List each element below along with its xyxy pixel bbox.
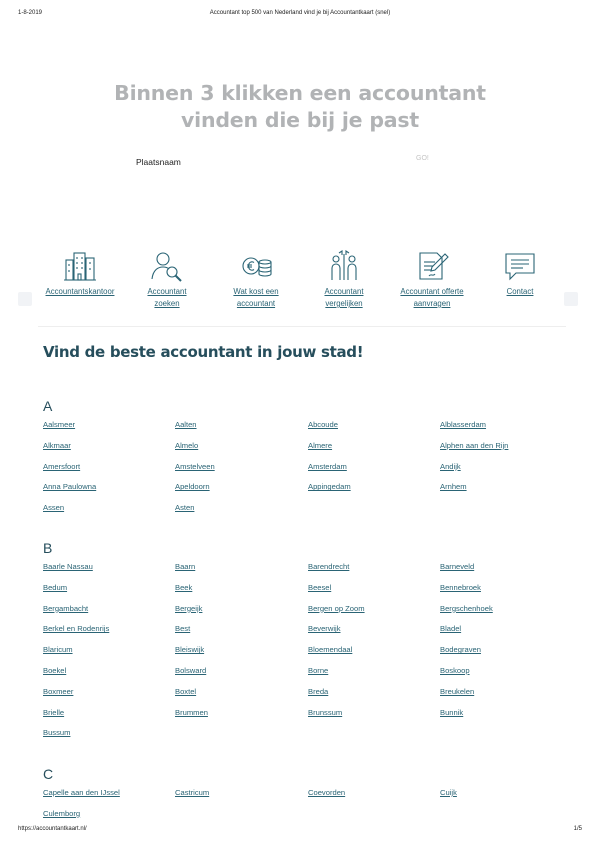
city-link[interactable]: Bleiswijk: [175, 645, 205, 655]
nav-label-line: vergelijken: [325, 299, 363, 308]
letter-heading: C: [43, 766, 54, 782]
city-link[interactable]: Bergambacht: [43, 603, 89, 613]
nav-label-accountant-zoeken: [125, 286, 209, 310]
city-link[interactable]: Bloemendaal: [308, 645, 353, 655]
city-link[interactable]: Bolsward: [175, 666, 207, 675]
hero-title-line-2: vinden die bij je past: [180, 108, 420, 132]
city-link[interactable]: Alblasserdam: [440, 420, 487, 429]
nav-label-wat-kost-een-accountant: [214, 286, 298, 310]
chat-bubble-icon: [503, 250, 537, 282]
city-link[interactable]: Baarn: [175, 562, 196, 571]
city-link[interactable]: Beek: [175, 582, 193, 592]
nav-label-line: Contact: [506, 287, 534, 296]
print-url: https://accountantkaart.nl/: [18, 826, 87, 832]
city-link[interactable]: Almere: [308, 440, 333, 450]
city-link[interactable]: Aalten: [175, 420, 197, 429]
nav-label-accountant-offerte-aanvragen: [390, 286, 474, 310]
city-link[interactable]: Boskoop: [440, 666, 470, 675]
nav-item-wat-kost-een-accountant[interactable]: [214, 250, 298, 310]
city-link[interactable]: Alkmaar: [43, 440, 71, 450]
print-page-number: 1/5: [573, 826, 582, 832]
city-link[interactable]: Castricum: [175, 788, 210, 797]
hero-title: [0, 80, 600, 134]
city-link[interactable]: Borne: [308, 666, 329, 675]
city-link[interactable]: Boekel: [43, 666, 67, 675]
city-link[interactable]: Bergschenhoek: [440, 603, 493, 613]
city-link[interactable]: Boxmeer: [43, 686, 74, 696]
city-link[interactable]: Breukelen: [440, 686, 475, 696]
city-link[interactable]: Beesel: [308, 582, 332, 592]
nav-label-line: Accountant: [147, 287, 187, 296]
city-link[interactable]: Berkel en Rodenrijs: [43, 624, 110, 634]
city-link[interactable]: Baarle Nassau: [43, 562, 93, 571]
service-navigation: [38, 250, 568, 320]
print-date: 1-8-2019: [18, 10, 43, 16]
city-link[interactable]: Capelle aan den IJssel: [43, 788, 120, 797]
person-search-icon: [150, 250, 184, 282]
city-link[interactable]: Brielle: [43, 707, 65, 717]
city-link[interactable]: Bedum: [43, 582, 68, 592]
city-link[interactable]: Apeldoorn: [175, 482, 210, 492]
letter-heading: B: [43, 540, 53, 556]
city-link[interactable]: Beverwijk: [308, 624, 341, 634]
city-link[interactable]: Bergeijk: [175, 603, 203, 613]
document-pen-icon: [415, 250, 449, 282]
city-link[interactable]: Almelo: [175, 440, 199, 450]
city-link[interactable]: Best: [175, 624, 191, 634]
left-side-tab[interactable]: [18, 292, 32, 306]
city-link[interactable]: Bergen op Zoom: [308, 603, 365, 613]
city-link[interactable]: Bunnik: [440, 707, 464, 717]
city-link[interactable]: Barendrecht: [308, 562, 350, 571]
print-document-title: Accountant top 500 van Nederland vind je bij Accountantkaart (snel): [209, 10, 391, 16]
city-link[interactable]: Abcoude: [308, 420, 338, 429]
nav-item-accountant-zoeken[interactable]: [125, 250, 209, 310]
nav-label-accountant-vergelijken: [302, 286, 386, 310]
city-link[interactable]: Aalsmeer: [43, 420, 76, 429]
letter-heading: A: [43, 398, 53, 414]
city-link[interactable]: Brummen: [175, 707, 208, 717]
hero-title-line-1: Binnen 3 klikken een accountant: [114, 81, 486, 105]
nav-label-line: Accountant offerte: [400, 287, 464, 296]
nav-label-line: Accountant: [324, 287, 364, 296]
section-title: Vind de beste accountant in jouw stad!: [43, 343, 364, 361]
print-footer: [18, 826, 582, 836]
nav-item-accountantskantoor[interactable]: [38, 250, 122, 298]
city-link[interactable]: Breda: [308, 686, 329, 696]
office-building-icon: [63, 250, 97, 282]
city-link[interactable]: Brunssum: [308, 707, 343, 717]
search-bar: [128, 151, 468, 173]
city-link[interactable]: Bladel: [440, 624, 462, 634]
city-link[interactable]: Andijk: [440, 461, 461, 471]
city-link[interactable]: Assen: [43, 503, 65, 513]
nav-item-accountant-vergelijken[interactable]: [302, 250, 386, 310]
place-search-input[interactable]: [128, 151, 388, 173]
nav-label-line: Wat kost een: [233, 287, 279, 296]
nav-label-line: zoeken: [154, 299, 180, 308]
city-link[interactable]: Coevorden: [308, 788, 346, 797]
city-link[interactable]: Amersfoort: [43, 461, 81, 471]
city-link[interactable]: Boxtel: [175, 686, 197, 696]
nav-label-line: accountant: [236, 299, 276, 308]
nav-label-contact: [478, 286, 562, 298]
city-link[interactable]: Barneveld: [440, 562, 475, 571]
city-link[interactable]: Culemborg: [43, 808, 81, 818]
city-link[interactable]: Bennebroek: [440, 582, 481, 592]
section-divider: [38, 326, 566, 327]
nav-label-line: aanvragen: [413, 299, 451, 308]
city-link[interactable]: Alphen aan den Rijn: [440, 440, 509, 450]
nav-item-contact[interactable]: [478, 250, 562, 298]
city-link[interactable]: Cuijk: [440, 788, 457, 797]
compare-people-icon: [327, 250, 361, 282]
city-link[interactable]: Blaricum: [43, 645, 73, 655]
city-link[interactable]: Asten: [175, 503, 195, 513]
city-link[interactable]: Anna Paulowna: [43, 482, 97, 492]
nav-label-line: Accountantskantoor: [45, 287, 115, 296]
go-button[interactable]: GO!: [416, 155, 429, 162]
city-link[interactable]: Amstelveen: [175, 461, 215, 471]
print-header: [18, 10, 582, 20]
city-link[interactable]: Arnhem: [440, 482, 467, 492]
coins-euro-icon: [239, 250, 273, 282]
nav-label-accountantskantoor: [38, 286, 122, 298]
city-link[interactable]: Appingedam: [308, 482, 351, 492]
city-link[interactable]: Bussum: [43, 728, 71, 738]
city-link[interactable]: Bodegraven: [440, 645, 481, 655]
city-link[interactable]: Amsterdam: [308, 461, 347, 471]
nav-item-accountant-offerte-aanvragen[interactable]: [390, 250, 474, 310]
